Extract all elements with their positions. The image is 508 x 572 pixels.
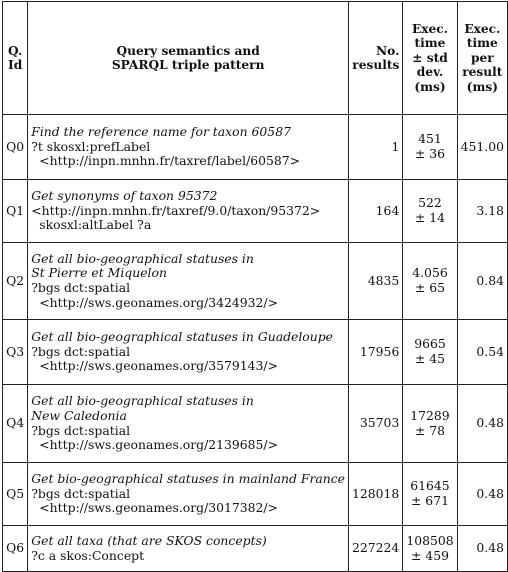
header-exec-time <box>403 2 457 115</box>
exec-time-value: 17289 <box>410 407 450 423</box>
query-semantics-line: Get synonyms of taxon 95372 <box>31 188 218 204</box>
triple-pattern-line: <http://inpn.mnhn.fr/taxref/9.0/taxon/95372> <box>31 202 321 218</box>
query-cell <box>28 243 349 320</box>
exec-time-stddev: ± 65 <box>414 280 446 295</box>
exec-time-cell <box>403 115 457 180</box>
header-no-results <box>349 2 403 115</box>
table-row <box>3 526 508 572</box>
exec-time-cell <box>403 463 457 526</box>
query-cell <box>28 463 349 526</box>
table-row <box>3 385 508 463</box>
header-line: time <box>466 36 498 51</box>
triple-pattern-line: skosxl:altLabel ?a <box>39 217 152 233</box>
table-row <box>3 320 508 385</box>
query-semantics-line: Get all bio-geographical statuses in <box>31 250 254 266</box>
exec-time-cell <box>403 526 457 572</box>
exec-time-value: 451 <box>418 131 442 147</box>
triple-pattern-line: <http://sws.geonames.org/3017382/> <box>39 500 278 516</box>
header-line: (ms) <box>466 79 498 94</box>
query-cell <box>28 180 349 243</box>
results-count-cell: 35703 <box>349 385 403 463</box>
query-semantics-line: St Pierre et Miquelon <box>31 265 167 281</box>
results-count-cell: 164 <box>349 180 403 243</box>
query-semantics-line: New Caledonia <box>31 407 127 423</box>
header-line: No. <box>376 43 400 58</box>
query-cell <box>28 320 349 385</box>
triple-pattern-line: ?bgs dct:spatial <box>31 343 131 359</box>
query-cell <box>28 526 349 572</box>
exec-time-per-result-cell: 3.18 <box>457 180 507 243</box>
query-cell <box>28 115 349 180</box>
query-semantics-line: Get all bio-geographical statuses in Guadeloupe <box>31 329 334 345</box>
triple-pattern-line: <http://sws.geonames.org/2139685/> <box>39 437 278 453</box>
results-count-cell: 4835 <box>349 243 403 320</box>
exec-time-value: 9665 <box>414 336 446 352</box>
query-id-cell: Q1 <box>3 180 28 243</box>
query-id-cell: Q4 <box>3 385 28 463</box>
exec-time-value: 4.056 <box>412 265 448 281</box>
header-line: Query semantics and <box>116 43 260 58</box>
header-row <box>3 2 508 115</box>
results-count-cell: 17956 <box>349 320 403 385</box>
header-line: (ms) <box>414 79 446 94</box>
exec-time-stddev: ± 459 <box>410 547 449 563</box>
header-line: time <box>414 36 446 51</box>
header-line: per <box>470 50 494 65</box>
header-line: results <box>352 58 400 72</box>
results-count-cell: 227224 <box>349 526 403 572</box>
query-id-cell: Q0 <box>3 115 28 180</box>
results-table <box>2 1 508 572</box>
exec-time-per-result-cell: 0.48 <box>457 526 507 572</box>
results-count-cell: 128018 <box>349 463 403 526</box>
exec-time-per-result-cell: 0.48 <box>457 385 507 463</box>
exec-time-per-result-cell: 0.54 <box>457 320 507 385</box>
query-semantics-line: Find the reference name for taxon 60587 <box>31 124 291 140</box>
exec-time-per-result-cell: 0.84 <box>457 243 507 320</box>
table-body <box>3 115 508 572</box>
triple-pattern-line: ?bgs dct:spatial <box>31 422 131 438</box>
triple-pattern-line: ?bgs dct:spatial <box>31 485 131 501</box>
header-line: Exec. <box>464 22 501 37</box>
exec-time-value: 61645 <box>410 478 450 494</box>
header-line: ± std <box>412 50 448 65</box>
exec-time-cell <box>403 180 457 243</box>
header-query-semantics <box>28 2 349 115</box>
results-count-cell: 1 <box>349 115 403 180</box>
header-line: result <box>462 65 503 80</box>
table-row <box>3 243 508 320</box>
exec-time-stddev: ± 45 <box>414 351 446 366</box>
table-row <box>3 463 508 526</box>
query-id-cell: Q6 <box>3 526 28 572</box>
header-exec-time-per-result <box>457 2 507 115</box>
exec-time-stddev: ± 36 <box>414 146 446 161</box>
triple-pattern-line: ?bgs dct:spatial <box>31 280 131 295</box>
header-query-id: Q. Id <box>3 2 28 115</box>
table-row <box>3 180 508 243</box>
triple-pattern-line: ?c a skos:Concept <box>31 547 145 563</box>
triple-pattern-line: <http://sws.geonames.org/3424932/> <box>39 294 278 310</box>
exec-time-cell <box>403 385 457 463</box>
header-line: SPARQL triple pattern <box>111 58 265 72</box>
exec-time-value: 108508 <box>406 532 454 548</box>
exec-time-cell <box>403 320 457 385</box>
exec-time-stddev: ± 671 <box>410 493 449 508</box>
exec-time-per-result-cell: 451.00 <box>457 115 507 180</box>
exec-time-stddev: ± 78 <box>414 422 446 438</box>
triple-pattern-line: <http://inpn.mnhn.fr/taxref/label/60587> <box>39 153 301 169</box>
header-line: dev. <box>416 65 444 80</box>
query-id-cell: Q5 <box>3 463 28 526</box>
exec-time-cell <box>403 243 457 320</box>
query-id-cell: Q3 <box>3 320 28 385</box>
triple-pattern-line: <http://sws.geonames.org/3579143/> <box>39 358 278 374</box>
query-id-cell: Q2 <box>3 243 28 320</box>
exec-time-stddev: ± 14 <box>414 210 446 225</box>
exec-time-value: 522 <box>418 195 442 211</box>
header-line: Exec. <box>411 22 448 37</box>
query-semantics-line: Get all taxa (that are SKOS concepts) <box>31 532 267 548</box>
query-cell <box>28 385 349 463</box>
exec-time-per-result-cell: 0.48 <box>457 463 507 526</box>
query-semantics-line: Get bio-geographical statuses in mainland France <box>31 471 346 487</box>
triple-pattern-line: ?t skosxl:prefLabel <box>31 138 151 154</box>
table-row <box>3 115 508 180</box>
query-semantics-line: Get all bio-geographical statuses in <box>31 393 254 409</box>
